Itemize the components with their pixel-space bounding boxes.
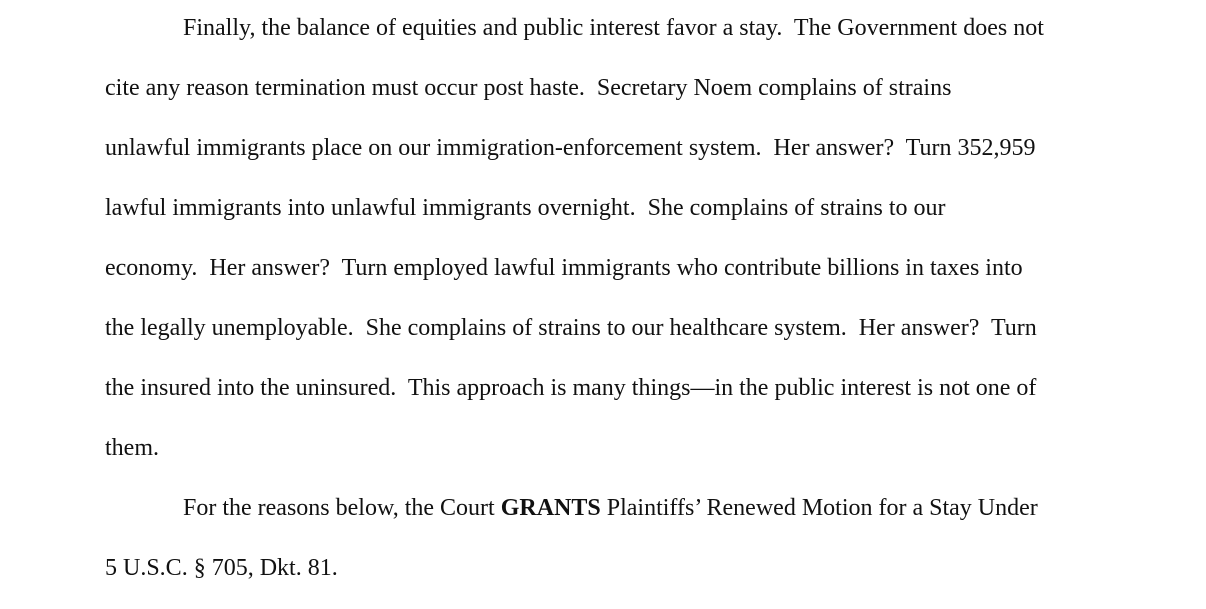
paragraph-1-line-1: Finally, the balance of equities and public interest favor a stay. The Government does not <box>183 15 1044 41</box>
paragraph-2-text-after: Plaintiffs’ Renewed Motion for a Stay Under <box>600 495 1038 521</box>
paragraph-1-line-7: the insured into the uninsured. This approach is many things—in the public interest is not one of <box>105 375 1037 401</box>
grants-ruling: GRANTS <box>500 495 601 521</box>
paragraph-1-line-5: economy. Her answer? Turn employed lawful immigrants who contribute billions in taxes into <box>105 255 1023 281</box>
paragraph-1-line-8: them. <box>105 435 159 461</box>
paragraph-2-text-before: For the reasons below, the Court <box>183 495 501 521</box>
paragraph-2-line-1 <box>183 493 1203 523</box>
paragraph-1-line-4: lawful immigrants into unlawful immigrants overnight. She complains of strains to our <box>105 195 946 221</box>
paragraph-1-line-6: the legally unemployable. She complains of strains to our healthcare system. Her answer? Turn <box>105 315 1037 341</box>
paragraph-1-line-2: cite any reason termination must occur post haste. Secretary Noem complains of strains <box>105 75 952 101</box>
paragraph-1-line-3: unlawful immigrants place on our immigration-enforcement system. Her answer? Turn 352,959 <box>105 135 1036 161</box>
paragraph-2-line-2: 5 U.S.C. § 705, Dkt. 81. <box>105 555 338 581</box>
